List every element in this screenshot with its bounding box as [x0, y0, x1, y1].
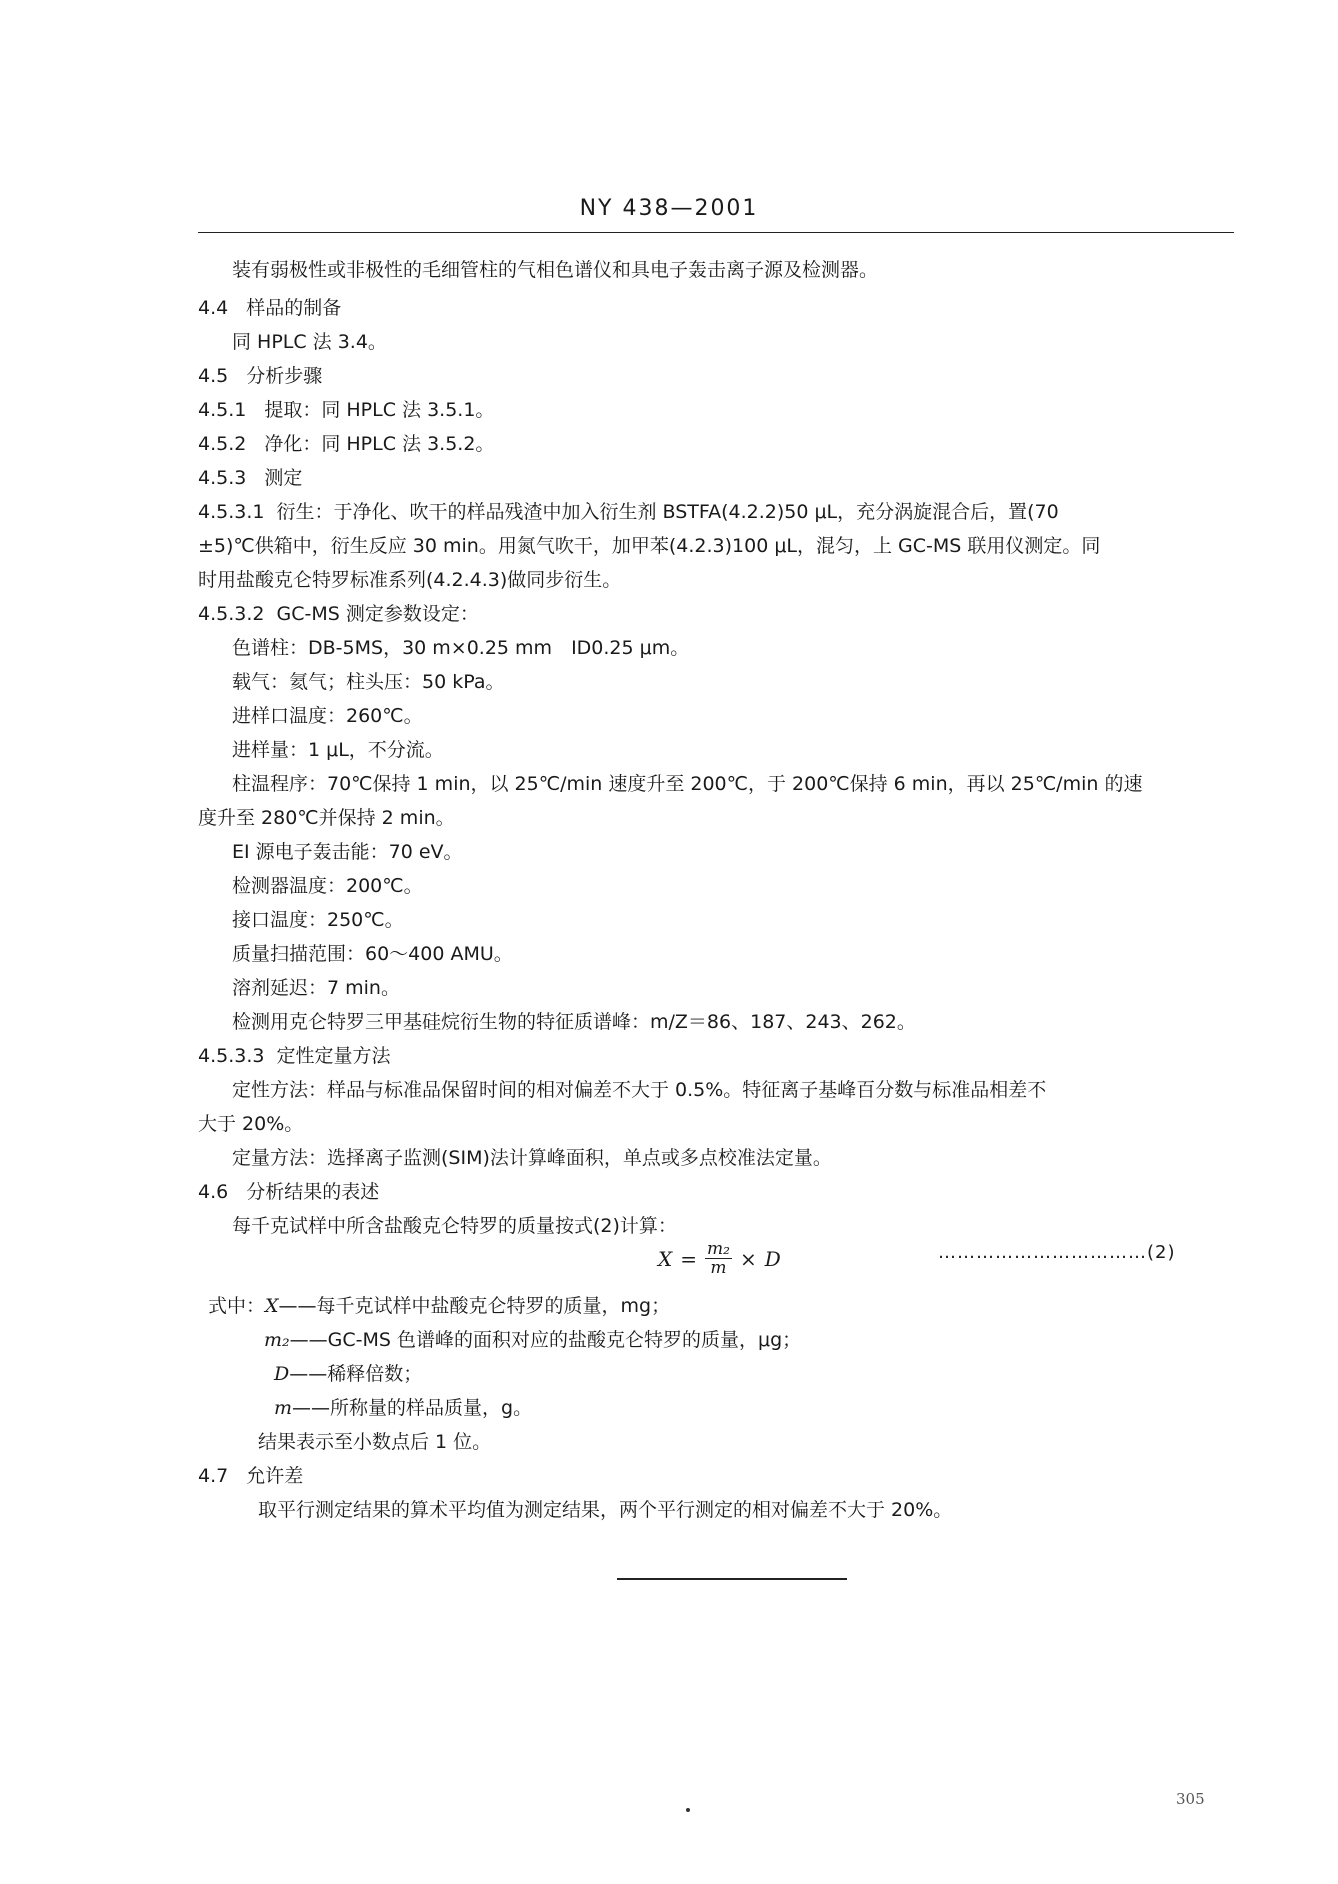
- qualitative-method: 定性方法：样品与标准品保留时间的相对偏差不大于 0.5%。特征离子基峰百分数与标准品相差不: [232, 1079, 1047, 1101]
- symbol-m2: m₂: [264, 1329, 290, 1351]
- qualitative-method-cont: 大于 20%。: [198, 1113, 304, 1135]
- section-4-5-3-1: [198, 500, 1059, 524]
- section-4-5: [198, 364, 322, 388]
- param-characteristic-ions: 检测用克仑特罗三甲基硅烷衍生物的特征质谱峰：m/Z＝86、187、243、262。: [232, 1011, 916, 1033]
- paragraph-continuation: 时用盐酸克仑特罗标准系列(4.2.4.3)做同步衍生。: [198, 569, 622, 591]
- section-title: 允许差: [246, 1465, 304, 1487]
- symbol-m: m: [274, 1397, 293, 1419]
- section-4-5-3-3: [198, 1044, 391, 1068]
- section-number: 4.6: [198, 1181, 229, 1203]
- param-column: 色谱柱：DB-5MS，30 m×0.25 mm ID0.25 μm。: [232, 637, 690, 659]
- section-title: 样品的制备: [246, 297, 342, 319]
- where-d: [274, 1362, 422, 1386]
- standard-code: NY 438—2001: [579, 196, 759, 221]
- section-text: 提取：同 HPLC 法 3.5.1。: [264, 399, 495, 421]
- param-oven-program-cont: 度升至 280℃并保持 2 min。: [198, 807, 455, 829]
- section-number: 4.5.3: [198, 467, 247, 489]
- where-prefix: 式中：: [208, 1295, 266, 1317]
- section-4-5-3-2: [198, 602, 479, 626]
- definition-x: ——每千克试样中盐酸克仑特罗的质量，mg；: [278, 1295, 671, 1317]
- paragraph-continuation: ±5)℃供箱中，衍生反应 30 min。用氮气吹干，加甲苯(4.2.3)100 μL，混匀，上 GC-MS 联用仪测定。同: [198, 535, 1101, 557]
- formula-times: ×: [739, 1246, 757, 1271]
- formula-equals: =: [680, 1246, 698, 1271]
- formula-rhs: D: [764, 1246, 781, 1271]
- param-carrier-gas: 载气：氦气；柱头压：50 kPa。: [232, 671, 505, 693]
- calculation-intro: 每千克试样中所含盐酸克仑特罗的质量按式(2)计算：: [232, 1215, 677, 1237]
- formula-denominator: m: [710, 1258, 727, 1278]
- section-text: 衍生：于净化、吹干的样品残渣中加入衍生剂 BSTFA(4.2.2)50 μL，充分涡旋混合后，置(70: [276, 501, 1059, 523]
- rounding-note: 结果表示至小数点后 1 位。: [258, 1431, 492, 1453]
- where-m2: [264, 1328, 801, 1352]
- param-oven-program: 柱温程序：70℃保持 1 min，以 25℃/min 速度升至 200℃，于 200℃保持 6 min，再以 25℃/min 的速: [232, 773, 1143, 795]
- definition-m2: ——GC-MS 色谱峰的面积对应的盐酸克仑特罗的质量，μg；: [289, 1329, 802, 1351]
- intro-line: 装有弱极性或非极性的毛细管柱的气相色谱仪和具电子轰击离子源及检测器。: [232, 259, 879, 281]
- formula-leader-dots: ……………………………: [938, 1242, 1147, 1263]
- param-ei-energy: EI 源电子轰击能：70 eV。: [232, 841, 463, 863]
- paragraph: 同 HPLC 法 3.4。: [232, 331, 387, 353]
- formula-label: (2): [1147, 1242, 1176, 1263]
- section-4-5-3: [198, 466, 302, 490]
- where-x: [208, 1294, 670, 1318]
- param-mass-range: 质量扫描范围：60～400 AMU。: [232, 943, 513, 965]
- section-4-6: [198, 1180, 379, 1204]
- section-title: 测定: [264, 467, 303, 489]
- section-number: 4.5.2: [198, 433, 247, 455]
- param-solvent-delay: 溶剂延迟：7 min。: [232, 977, 400, 999]
- section-title: GC-MS 测定参数设定：: [276, 603, 479, 625]
- param-detector-temp: 检测器温度：200℃。: [232, 875, 423, 897]
- section-title: 定性定量方法: [276, 1045, 391, 1067]
- section-number: 4.5.3.3: [198, 1045, 265, 1067]
- header-rule: [198, 232, 1234, 233]
- section-number: 4.7: [198, 1465, 229, 1487]
- definition-d: ——稀释倍数；: [289, 1363, 423, 1385]
- formula-fraction: [705, 1240, 732, 1277]
- formula-numerator: m₂: [707, 1239, 730, 1259]
- where-m: [274, 1396, 532, 1420]
- end-rule: [617, 1578, 847, 1580]
- section-number: 4.5.3.1: [198, 501, 265, 523]
- symbol-x: X: [265, 1295, 279, 1317]
- param-inlet-temp: 进样口温度：260℃。: [232, 705, 423, 727]
- scan-dot: [686, 1808, 690, 1812]
- page-number: 305: [1176, 1790, 1205, 1808]
- section-4-5-2: [198, 432, 494, 456]
- formula-2: [658, 1240, 781, 1277]
- section-title: 分析步骤: [246, 365, 323, 387]
- section-number: 4.5: [198, 365, 229, 387]
- section-number: 4.4: [198, 297, 229, 319]
- definition-m: ——所称量的样品质量，g。: [292, 1397, 533, 1419]
- section-number: 4.5.3.2: [198, 603, 265, 625]
- section-text: 净化：同 HPLC 法 3.5.2。: [264, 433, 495, 455]
- section-4-7: [198, 1464, 303, 1488]
- section-4-5-1: [198, 398, 494, 422]
- param-interface-temp: 接口温度：250℃。: [232, 909, 404, 931]
- formula-lhs: X: [658, 1246, 673, 1271]
- tolerance-text: 取平行测定结果的算术平均值为测定结果，两个平行测定的相对偏差不大于 20%。: [258, 1499, 953, 1521]
- param-injection-volume: 进样量：1 μL，不分流。: [232, 739, 444, 761]
- section-number: 4.5.1: [198, 399, 247, 421]
- formula-number: [938, 1242, 1176, 1263]
- symbol-d: D: [274, 1363, 290, 1385]
- section-title: 分析结果的表述: [246, 1181, 380, 1203]
- quantitative-method: 定量方法：选择离子监测(SIM)法计算峰面积，单点或多点校准法定量。: [232, 1147, 832, 1169]
- section-4-4: [198, 296, 341, 320]
